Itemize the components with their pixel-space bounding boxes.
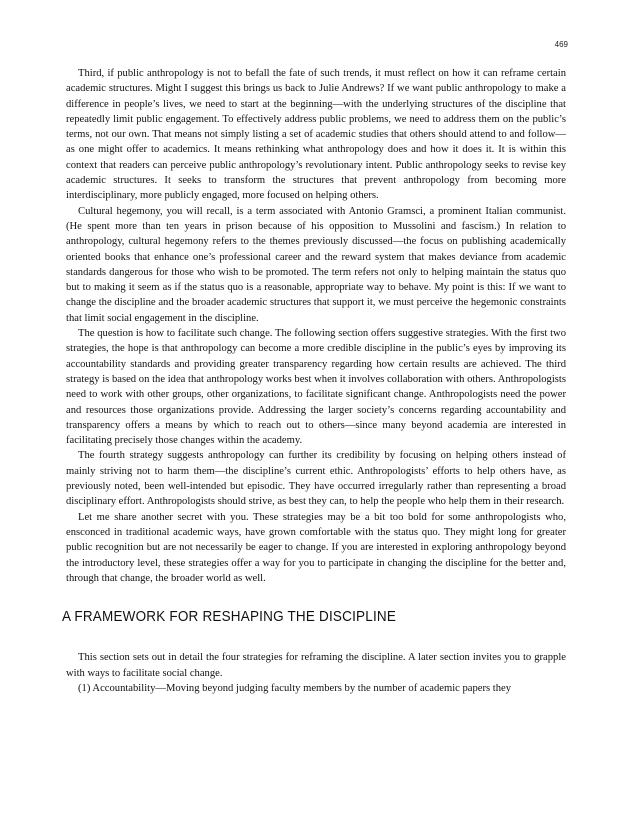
paragraph: (1) Accountability—Moving beyond judging faculty members by the number of academic papers they: [78, 682, 512, 694]
paragraph: Cultural hegemony, you will recall, is a term associated with Antonio Gramsci, a prominent Italian communist. (He spent more than ten years in prison because of his opposition to Mussolini and fascism.) In relation to anthropology, cultural hegemony refers to the themes previously discussed—the focus on publishing academically oriented books that enhance one’s professional career and the reward system that makes deviance from academic standards dangerous for those who wish to be promoted. The term refers not only to helping maintain the status quo but to making it seem as if the status quo is a reasonable, appropriate way to behave. My point is this: If we want to change the discipline and the broader academic structures that support it, we must perceive the hegemonic constraints that limit social engagement in the discipline.: [66, 205, 566, 324]
paragraph: This section sets out in detail the four strategies for reframing the discipline. A later section invites you to grapple with ways to facilitate social change.: [66, 652, 566, 679]
paragraph: Let me share another secret with you. These strategies may be a bit too bold for some anthropologists who, ensconced in traditional academic ways, have grown comfortable with the status quo. They might long for greater public recognition but are not necessarily be eager to change. If you are interested in exploring anthropology beyond the introductory level, these strategies offer a way for you to participate in changing the discipline for the better and, through that change, the broader world as well.: [66, 511, 566, 584]
page-number: 469: [554, 40, 568, 49]
paragraph: The question is how to facilitate such change. The following section offers suggestive strategies. With the first two strategies, the hope is that anthropology can become a more credible discipline in the public’s eyes by improving its accountability standards and providing greater transparency regarding how certain results are achieved. The third strategy is based on the idea that anthropology works best when it involves collaboration with others. Anthropologists need to work with other groups, other organizations, to facilitate significant change. Anthropologists need the power and resources those organizations provide. Addressing the larger society’s concerns regarding accountability and transparency offers a means by which to reach out to others—since many beyond academia are interested in facilitating precisely those changes within the academy.: [66, 328, 566, 447]
section-heading: A FRAMEWORK FOR RESHAPING THE DISCIPLINE: [62, 608, 397, 625]
paragraph: The fourth strategy suggests anthropology can further its credibility by focusing on helping others instead of mainly striving not to harm them—the discipline’s current ethic. Anthropologists’ efforts to help others have, as previously noted, been well-intended but episodic. They have occurred irregularly rather than representing a broad disciplinary effort. Anthropologists should strive, as best they can, to help the people who help them in their research.: [66, 450, 566, 508]
paragraph: Third, if public anthropology is not to befall the fate of such trends, it must reflect on how it can reframe certain academic structures. Might I suggest this brings us back to Julie Andrews? If we want public anthropology to make a difference in people’s lives, we need to start at the beginning—with the underlying structures of the discipline that repeatedly limit public engagement. To effectively address public problems, we need to address them on the public’s terms, not our own. That means not simply listing a set of academic studies that others should attend to and follow—as one might offer to academics. It means rethinking what anthropology does and how it does it. It is within this context that readers can perceive public anthropology’s revolutionary intent. Public anthropology seeks to revise key academic structures. It seeks to transform the structures that prevent anthropology from becoming more interdisciplinary, more publicly engaged, more focused on helping others.: [66, 68, 566, 202]
body-text: [62, 66, 566, 696]
